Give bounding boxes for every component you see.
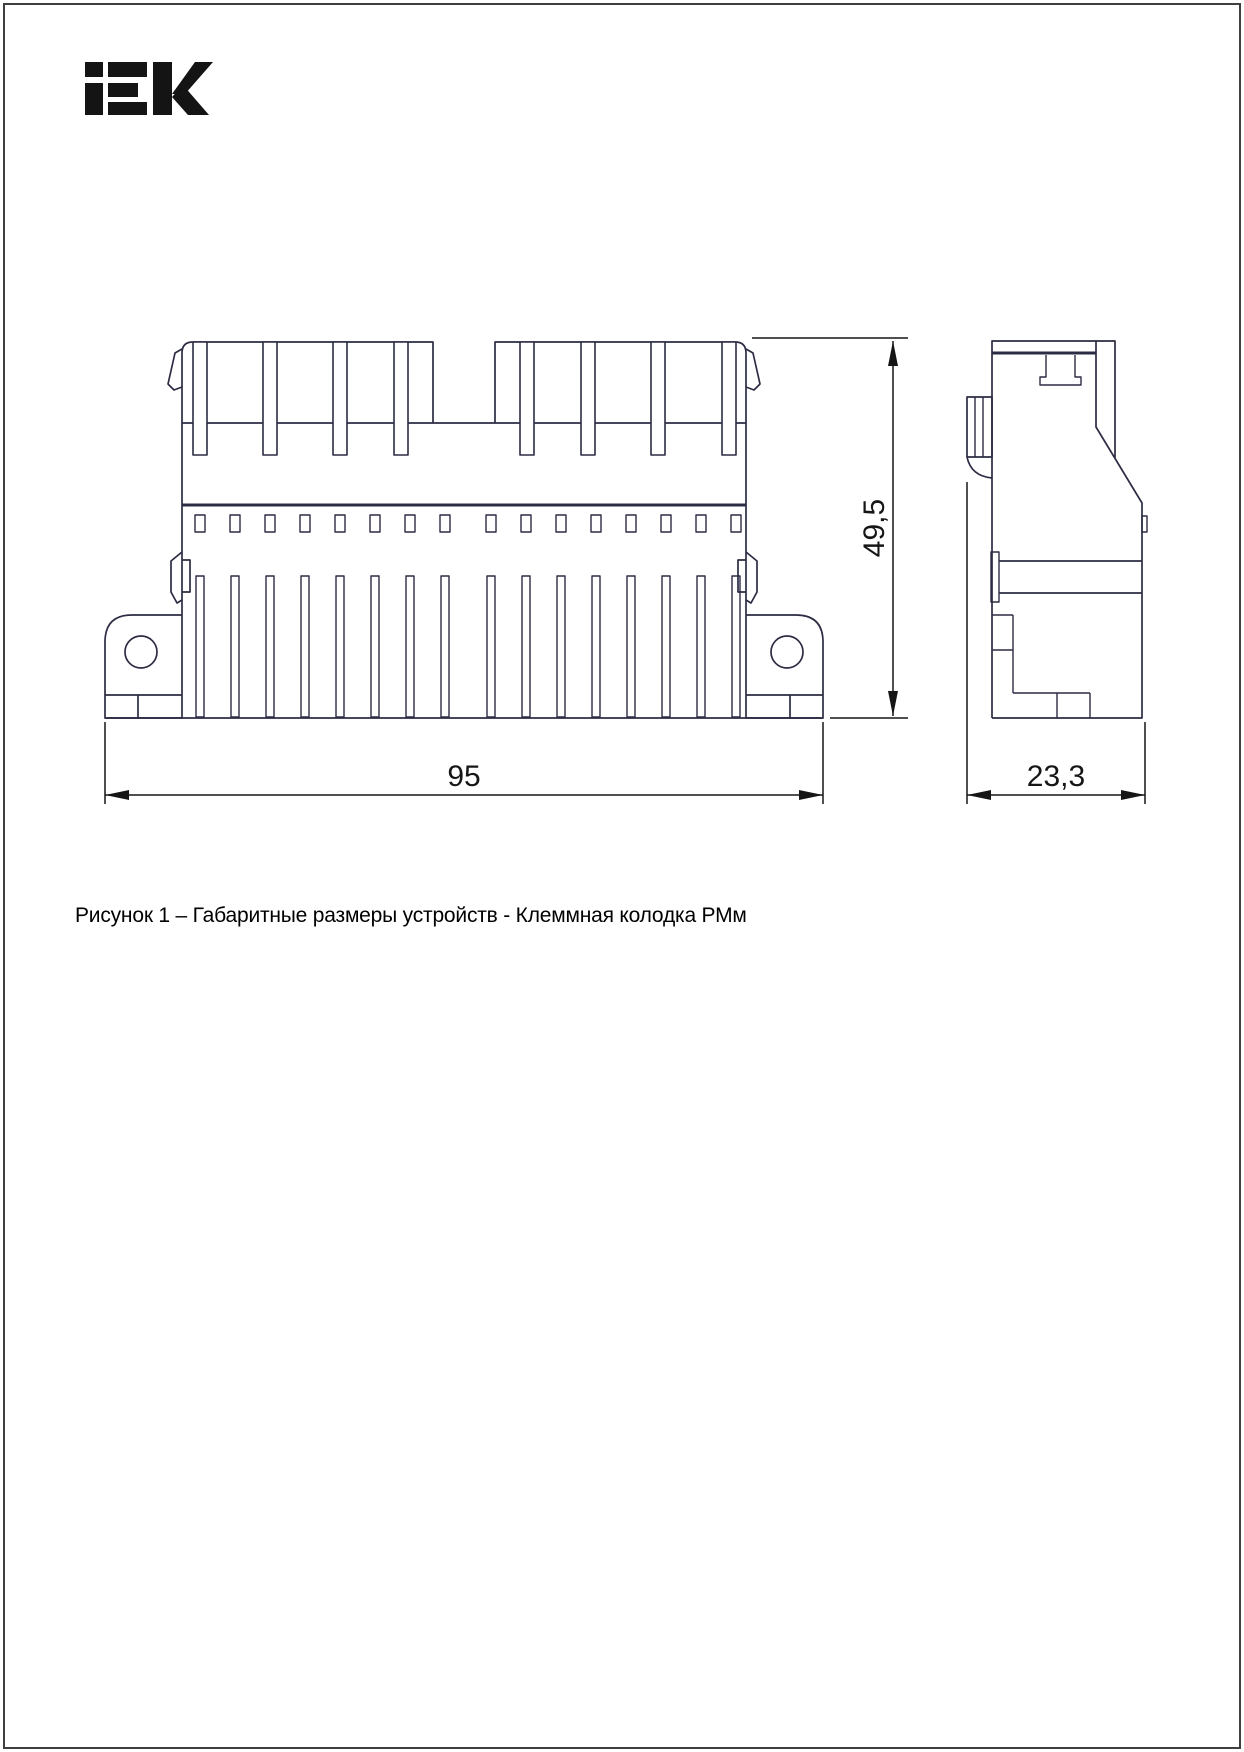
terminal-slot [696, 515, 706, 532]
logo-e-mid [108, 83, 138, 97]
dimension-width-arrow-right [799, 790, 823, 800]
terminal-slot [486, 515, 496, 532]
side-center-notch [1040, 355, 1081, 385]
front-left-corner-flap [168, 349, 182, 390]
top-pin [651, 342, 665, 455]
logo-i-bar [85, 83, 103, 115]
dimension-depth-value: 23,3 [1026, 760, 1086, 793]
logo-i-dot [85, 62, 103, 77]
bottom-fin [371, 576, 379, 717]
bottom-fin [487, 576, 495, 717]
top-pin [333, 342, 347, 455]
top-pin [722, 342, 736, 455]
logo-k-stem [153, 62, 172, 115]
terminal-slot [405, 515, 415, 532]
front-bottom-fins [196, 576, 740, 717]
bottom-fin [196, 576, 204, 717]
bottom-fin [406, 576, 414, 717]
logo-e-bottom [108, 102, 147, 115]
front-left-latch [171, 552, 190, 603]
side-din-clip-lines [975, 397, 983, 457]
side-clip-round-corner [967, 457, 992, 478]
side-view-drawing [967, 341, 1147, 718]
dimension-height-value: 49,5 [858, 498, 891, 558]
bottom-fin [522, 576, 530, 717]
front-terminal-slots [195, 515, 741, 532]
bottom-fin [732, 576, 740, 717]
top-pin [581, 342, 595, 455]
bottom-fin [627, 576, 635, 717]
terminal-slot [556, 515, 566, 532]
dimension-height [752, 338, 908, 718]
front-left-ear-hole [125, 636, 157, 668]
dimension-width-arrow-left [105, 790, 129, 800]
terminal-slot [300, 515, 310, 532]
dimension-depth [967, 482, 1145, 804]
terminal-slot [195, 515, 205, 532]
terminal-slot [521, 515, 531, 532]
side-outline [992, 341, 1142, 718]
side-lower-steps [992, 615, 1090, 718]
dimension-height-arrow-bottom [888, 691, 898, 716]
bottom-fin [592, 576, 600, 717]
front-right-latch [738, 552, 757, 603]
terminal-slot [591, 515, 601, 532]
front-right-ear-hole [771, 636, 803, 668]
dimension-depth-extension-lines [967, 482, 1145, 804]
front-top-pins [193, 342, 736, 455]
bottom-fin [441, 576, 449, 717]
dimension-depth-arrow-left [967, 790, 991, 800]
terminal-slot [731, 515, 741, 532]
side-din-clip [967, 397, 992, 457]
terminal-slot [370, 515, 380, 532]
terminal-slot [265, 515, 275, 532]
top-pin [263, 342, 277, 455]
dimension-height-arrow-top [888, 341, 898, 366]
bottom-fin [697, 576, 705, 717]
bottom-fin [662, 576, 670, 717]
terminal-slot [335, 515, 345, 532]
terminal-slot [626, 515, 636, 532]
dimension-width-value: 95 [447, 760, 481, 793]
iek-logo [85, 62, 213, 115]
logo-k-upper-arm [172, 62, 213, 94]
side-band-lines [999, 561, 1142, 593]
top-pin [520, 342, 534, 455]
figure-caption: Рисунок 1 – Габаритные размеры устройств - Клеммная колодка РМм [75, 904, 747, 927]
bottom-fin [266, 576, 274, 717]
dimension-depth-arrow-right [1121, 790, 1145, 800]
terminal-slot [661, 515, 671, 532]
bottom-fin [557, 576, 565, 717]
bottom-fin [301, 576, 309, 717]
terminal-slot [230, 515, 240, 532]
bottom-fin [231, 576, 239, 717]
front-left-ear-outline [105, 615, 182, 718]
top-pin [394, 342, 408, 455]
top-pin [193, 342, 207, 455]
front-view-drawing [105, 342, 823, 718]
front-right-ear-outline [746, 615, 823, 718]
front-right-corner-flap [746, 349, 760, 390]
terminal-slot [440, 515, 450, 532]
dimension-width [105, 722, 823, 804]
logo-e-top [108, 62, 147, 77]
bottom-fin [336, 576, 344, 717]
